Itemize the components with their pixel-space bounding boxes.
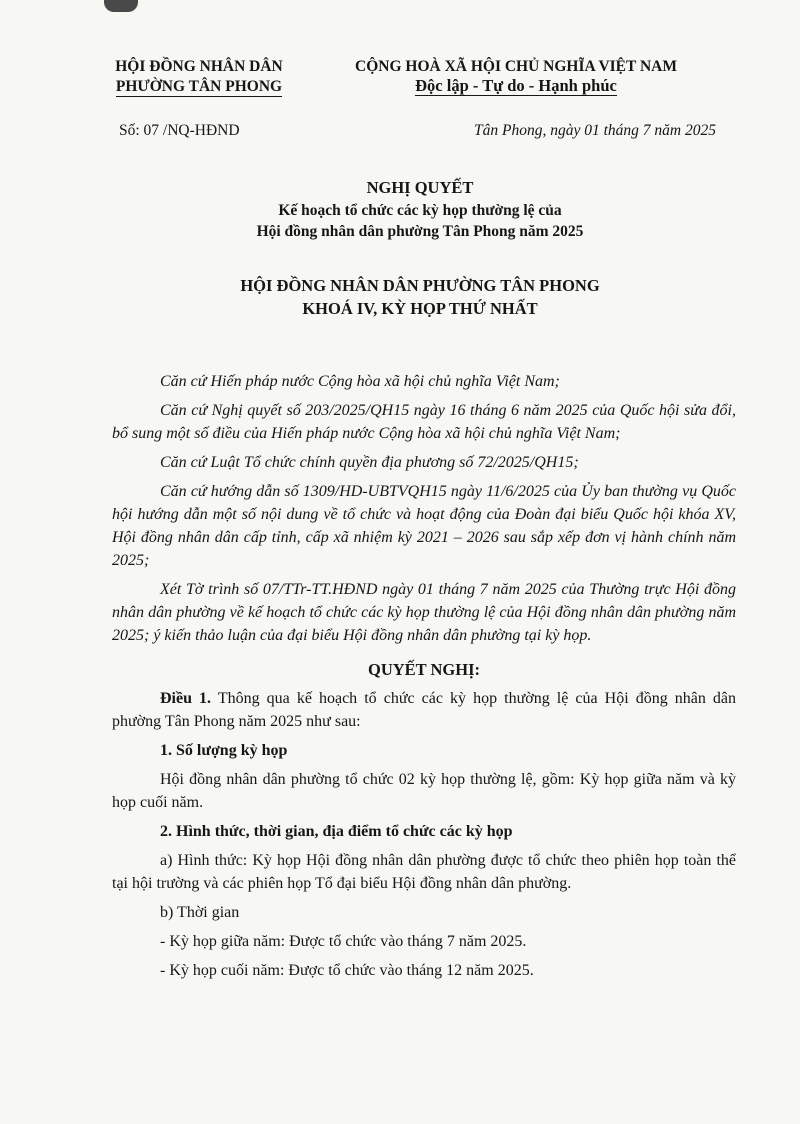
decision-heading: QUYẾT NGHỊ: — [367, 660, 480, 679]
section-1-heading: 1. Số lượng kỳ họp — [160, 742, 288, 759]
issuer-line2: PHƯỜNG TÂN PHONG — [115, 78, 283, 95]
council-heading — [100, 274, 740, 320]
section-2-year-end: - Kỳ họp cuối năm: Được tổ chức vào tháng 12 năm 2025. — [160, 962, 534, 979]
preamble-item: Căn cứ Nghị quyết số 203/2025/QH15 ngày 16 tháng 6 năm 2025 của Quốc hội sửa đổi, bổ sung một số điều của Hiến pháp nước Cộng hòa xã hội chủ nghĩa Việt Nam; — [112, 402, 736, 442]
section-1-text: Hội đồng nhân dân phường tổ chức 02 kỳ họp thường lệ, gồm: Kỳ họp giữa năm và kỳ họp cuối năm. — [112, 771, 736, 811]
subject-line2: Hội đồng nhân dân phường Tân Phong năm 2025 — [256, 223, 584, 240]
motto: Độc lập - Tự do - Hạnh phúc — [415, 76, 617, 95]
preamble-item: Căn cứ Hiến pháp nước Cộng hòa xã hội chủ nghĩa Việt Nam; — [160, 373, 560, 390]
national-header — [320, 57, 712, 97]
issuer-block — [100, 57, 298, 97]
place-date: Tân Phong, ngày 01 tháng 7 năm 2025 — [474, 122, 716, 139]
document-type: NGHỊ QUYẾT — [366, 178, 474, 197]
preamble-item: Căn cứ Luật Tổ chức chính quyền địa phương số 72/2025/QH15; — [160, 454, 579, 471]
subject-line1: Kế hoạch tổ chức các kỳ họp thường lệ của — [278, 202, 562, 219]
article-1-text: Thông qua kế hoạch tổ chức các kỳ họp thường lệ của Hội đồng nhân dân phường Tân Phong năm 2025 như sau: — [112, 690, 737, 730]
document-number: Số: 07 /NQ-HĐND — [119, 122, 240, 139]
preamble-item: Căn cứ hướng dẫn số 1309/HD-UBTVQH15 ngày 11/6/2025 của Ủy ban thường vụ Quốc hội hướng dẫn một số nội dung về tổ chức và hoạt động của Đoàn đại biểu Quốc hội khóa XV, Hội đồng nhân dân cấp tỉnh, cấp xã nhiệm kỳ 2021 – 2026 sau sắp xếp đơn vị hành chính năm 2025; — [112, 483, 736, 569]
article-1 — [112, 687, 736, 733]
section-2-time-label: b) Thời gian — [160, 904, 240, 921]
section-2-mid-year: - Kỳ họp giữa năm: Được tổ chức vào tháng 7 năm 2025. — [160, 933, 527, 950]
document-subject — [100, 200, 740, 242]
scan-artifact — [104, 0, 138, 12]
section-2-heading: 2. Hình thức, thời gian, địa điểm tổ chức các kỳ họp — [160, 823, 513, 840]
council-line2: KHOÁ IV, KỲ HỌP THỨ NHẤT — [302, 299, 538, 318]
council-line1: HỘI ĐỒNG NHÂN DÂN PHƯỜNG TÂN PHONG — [240, 276, 600, 295]
preamble-item: Xét Tờ trình số 07/TTr-TT.HĐND ngày 01 tháng 7 năm 2025 của Thường trực Hội đồng nhân dân phường về kế hoạch tổ chức các kỳ họp thường lệ của Hội đồng nhân dân phường năm 2025; ý kiến thảo luận của đại biểu Hội đồng nhân dân phường tại kỳ họp. — [112, 581, 736, 644]
section-2-form: a) Hình thức: Kỳ họp Hội đồng nhân dân phường được tổ chức theo phiên họp toàn thể tại hội trường và các phiên họp Tổ đại biểu Hội đồng nhân dân phường. — [112, 852, 736, 892]
issuer-line1: HỘI ĐỒNG NHÂN DÂN — [115, 58, 283, 75]
document-body — [112, 370, 736, 988]
nation-name: CỘNG HOÀ XÃ HỘI CHỦ NGHĨA VIỆT NAM — [355, 58, 677, 75]
article-1-label: Điều 1. — [160, 690, 212, 707]
